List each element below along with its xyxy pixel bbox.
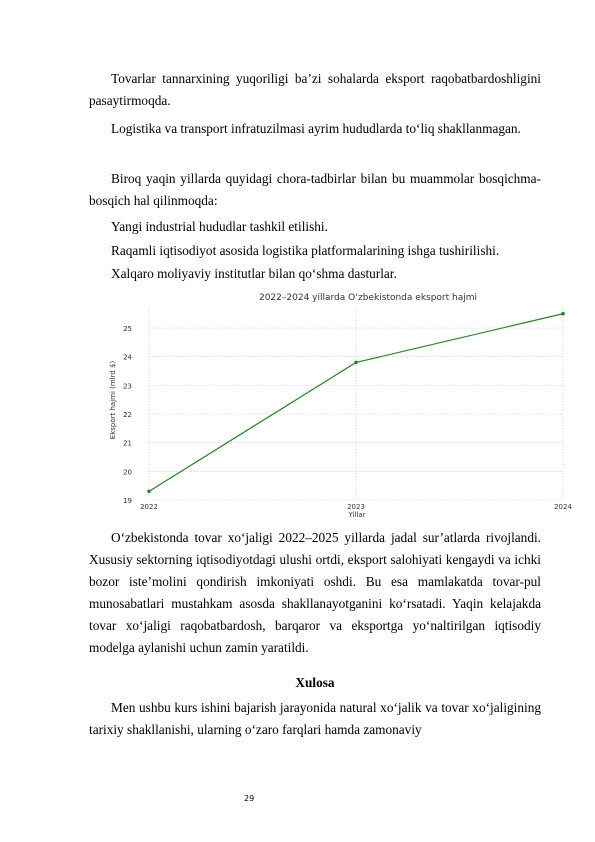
list-item-international-programs: Xalqaro moliyaviy institutlar bilan qo‘shma dasturlar. <box>111 266 397 281</box>
y-tick-label: 23 <box>123 382 132 391</box>
y-tick-label: 25 <box>123 325 132 334</box>
data-point <box>354 361 358 365</box>
page-number: 29 <box>244 794 255 803</box>
x-axis-label: Yillar <box>348 511 366 518</box>
y-tick-label: 22 <box>123 411 132 420</box>
data-point <box>561 312 565 316</box>
x-tick-label: 2023 <box>347 503 365 511</box>
chart-grid <box>149 308 563 500</box>
paragraph-export-cost: Tovarlar tannarxining yuqoriligi ba’zi sohalarda eksport raqobatbardoshligini pasaytirmoqda. <box>89 71 541 108</box>
paragraph-conclusion: Men ushbu kurs ishini bajarish jarayonida natural xo‘jalik va tovar xo‘jaligining tarixiy shakllanishi, ularning o‘zaro farqlari hamda zamonaviy <box>89 700 541 737</box>
x-tick-label: 2022 <box>140 503 158 511</box>
paragraph-summary: O‘zbekistonda tovar xo‘jaligi 2022–2025 yillarda jadal sur’atlarda rivojlandi. Xususiy sektorning iqtisodiyotdagi ulushi ortdi, eksport salohiyati kengaydi va ichki bozor iste’molini qondirish imkoniyati oshdi. Bu esa mamlakatda tovar-pul munosabatlari mustahkam asosda shakllanayotganini ko‘rsatadi. Yaqin kelajakda tovar xo‘jaligi raqobatbardosh, barqaror va eksportga yo‘naltirilgan iqtisodiy modelga aylanishi uchun zamin yaratildi. <box>89 530 541 655</box>
paragraph-logistics: Logistika va transport infratuzilmasi ayrim hududlarda to‘liq shakllanmagan. <box>111 121 521 136</box>
list-item-digital-logistics: Raqamli iqtisodiyot asosida logistika platformalarining ishga tushirilishi. <box>111 243 500 258</box>
x-tick-label: 2024 <box>554 503 572 511</box>
y-tick-label: 21 <box>123 439 132 448</box>
y-tick-label: 24 <box>123 353 132 362</box>
y-axis-label: Eksport hajmi (mlrd $) <box>109 360 117 440</box>
paragraph-measures-intro: Biroq yaqin yillarda quyidagi chora-tadbirlar bilan bu muammolar bosqichma-bosqich hal qilinmoqda: <box>89 171 541 208</box>
export-volume-chart <box>104 290 578 518</box>
y-tick-label: 19 <box>123 497 132 505</box>
x-axis-ticks <box>140 503 572 511</box>
chart-title: 2022–2024 yillarda O‘zbekistonda eksport hajmi <box>258 293 478 303</box>
list-item-industrial-zones: Yangi industrial hududlar tashkil etilishi. <box>111 219 328 234</box>
data-point <box>147 490 151 494</box>
section-heading-conclusion: Xulosa <box>295 675 335 690</box>
y-axis-ticks <box>123 325 132 505</box>
y-tick-label: 20 <box>123 468 132 477</box>
